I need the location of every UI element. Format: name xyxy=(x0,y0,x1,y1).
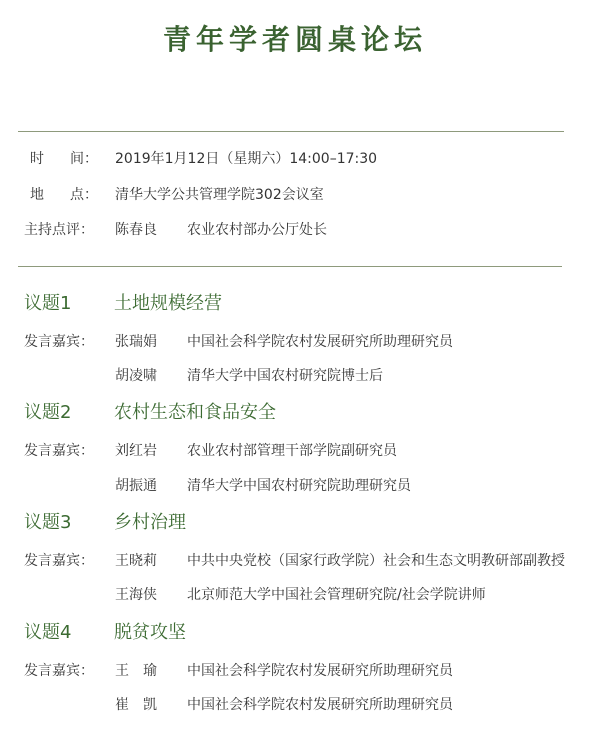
topic-2-heading xyxy=(0,400,610,426)
speaker-name: 王海侠 xyxy=(115,587,157,603)
page-title: 青年学者圆桌论坛 xyxy=(162,23,427,56)
speaker-row xyxy=(0,365,610,387)
speaker-label: 发言嘉宾： xyxy=(24,443,94,459)
speaker-label: 发言嘉宾： xyxy=(24,663,94,679)
speaker-name: 刘红岩 xyxy=(115,443,157,459)
speaker-row xyxy=(0,550,610,572)
place-value: 清华大学公共管理学院302会议室 xyxy=(115,187,324,203)
time-value: 2019年1月12日（星期六）14:00–17:30 xyxy=(115,151,378,167)
topic-number: 议题3 xyxy=(24,512,72,533)
speaker-name: 王 瑜 xyxy=(115,663,157,679)
speaker-affiliation: 北京师范大学中国社会管理研究院/社会学院讲师 xyxy=(187,587,486,603)
speaker-name: 张瑞娟 xyxy=(115,334,157,350)
host-label: 主持点评： xyxy=(24,222,94,238)
speaker-name: 崔 凯 xyxy=(115,697,157,713)
host-title: 农业农村部办公厅处长 xyxy=(187,222,327,238)
speaker-name: 胡凌啸 xyxy=(115,368,157,384)
speaker-affiliation: 中国社会科学院农村发展研究所助理研究员 xyxy=(187,334,453,350)
divider-middle xyxy=(18,266,562,267)
speaker-row xyxy=(0,694,610,716)
speaker-affiliation: 中国社会科学院农村发展研究所助理研究员 xyxy=(187,697,453,713)
topic-4-heading xyxy=(0,620,610,646)
time-label: 时 间： xyxy=(30,151,98,167)
topic-title: 土地规模经营 xyxy=(114,293,222,314)
speaker-row xyxy=(0,331,610,353)
speaker-affiliation: 中共中央党校（国家行政学院）社会和生态文明教研部副教授 xyxy=(187,553,565,569)
info-place-row xyxy=(0,184,610,206)
speaker-name: 胡振通 xyxy=(115,478,157,494)
speaker-label: 发言嘉宾： xyxy=(24,334,94,350)
info-time-row xyxy=(0,148,610,170)
topic-title: 乡村治理 xyxy=(114,512,186,533)
topic-3-heading xyxy=(0,510,610,536)
speaker-row xyxy=(0,660,610,682)
topic-number: 议题2 xyxy=(24,402,72,423)
host-name: 陈春良 xyxy=(115,222,157,238)
speaker-row xyxy=(0,584,610,606)
speaker-row xyxy=(0,475,610,497)
divider-top xyxy=(18,131,564,132)
speaker-label: 发言嘉宾： xyxy=(24,553,94,569)
topic-title: 脱贫攻坚 xyxy=(114,622,186,643)
speaker-affiliation: 中国社会科学院农村发展研究所助理研究员 xyxy=(187,663,453,679)
topic-1-heading xyxy=(0,291,610,317)
topic-title: 农村生态和食品安全 xyxy=(114,402,276,423)
place-label: 地 点： xyxy=(30,187,98,203)
topic-number: 议题1 xyxy=(24,293,72,314)
speaker-name: 王晓莉 xyxy=(115,553,157,569)
info-host-row xyxy=(0,219,610,241)
speaker-affiliation: 农业农村部管理干部学院副研究员 xyxy=(187,443,397,459)
speaker-affiliation: 清华大学中国农村研究院博士后 xyxy=(187,368,383,384)
speaker-affiliation: 清华大学中国农村研究院助理研究员 xyxy=(187,478,411,494)
topic-number: 议题4 xyxy=(24,622,72,643)
speaker-row xyxy=(0,440,610,462)
